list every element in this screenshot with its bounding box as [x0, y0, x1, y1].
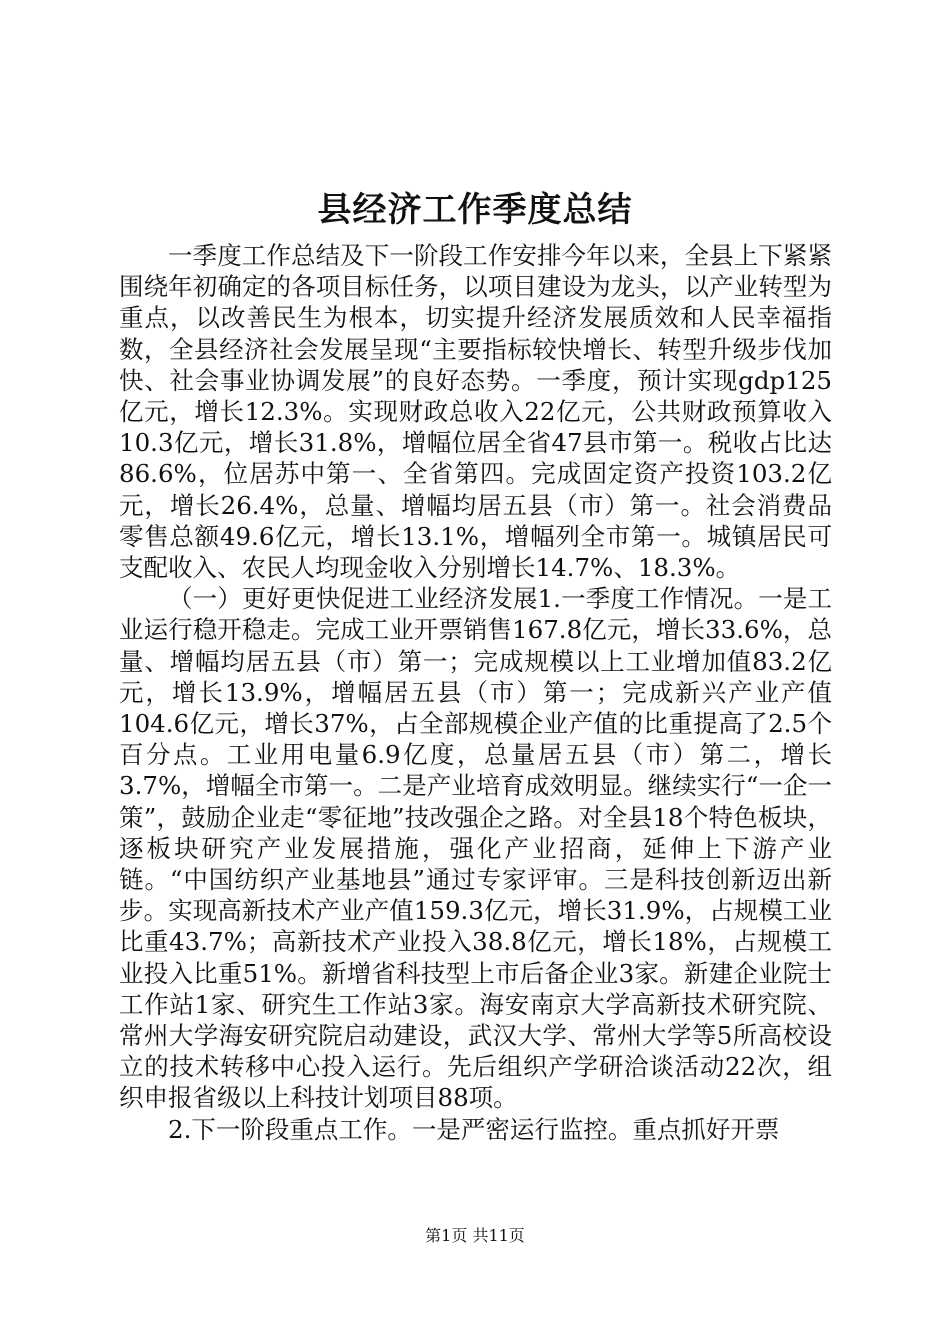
paragraph-summary: 一季度工作总结及下一阶段工作安排今年以来，全县上下紧紧围绕年初确定的各项目标任务，以项目建设为龙头，以产业转型为重点，以改善民生为根本，切实提升经济发展质效和人民幸福指数，全县经济社会发展呈现“主要指标较快增长、转型升级步伐加快、社会事业协调发展”的良好态势。一季度，预计实现gdp125亿元，增长12.3%。实现财政总收入22亿元，公共财政预算收入10.3亿元，增长31.8%，增幅位居全省47县市第一。税收占比达86.6%，位居苏中第一、全省第四。完成固定资产投资103.2亿元，增长26.4%，总量、增幅均居五县（市）第一。社会消费品零售总额49.6亿元，增长13.1%，增幅列全市第一。城镇居民可支配收入、农民人均现金收入分别增长14.7%、18.3%。 [119, 241, 832, 583]
paragraph-next-steps: 2.下一阶段重点工作。一是严密运行监控。重点抓好开票 [168, 1114, 780, 1144]
document-title: 县经济工作季度总结 [317, 190, 633, 230]
paragraph-industry: （一）更好更快促进工业经济发展1.一季度工作情况。一是工业运行稳开稳走。完成工业开票销售167.8亿元，增长33.6%，总量、增幅均居五县（市）第一；完成规模以上工业增加值83.2亿元，增长13.9%，增幅居五县（市）第一；完成新兴产业产值104.6亿元，增长37%，占全部规模企业产值的比重提高了2.5个百分点。工业用电量6.9亿度，总量居五县（市）第二，增长3.7%，增幅全市第一。二是产业培育成效明显。继续实行“一企一策”，鼓励企业走“零征地”技改强企之路。对全县18个特色板块，逐板块研究产业发展措施，强化产业招商，延伸上下游产业链。“中国纺织产业基地县”通过专家评审。三是科技创新迈出新步。实现高新技术产业产值159.3亿元，增长31.9%，占规模工业比重43.7%；高新技术产业投入38.8亿元，增长18%，占规模工业投入比重51%。新增省科技型上市后备企业3家。新建企业院士工作站1家、研究生工作站3家。海安南京大学高新技术研究院、常州大学海安研究院启动建设，武汉大学、常州大学等5所高校设立的技术转移中心投入运行。先后组织产学研洽谈活动22次，组织申报省级以上科技计划项目88项。 [119, 584, 832, 1113]
page-footer: 第1页 共11页 [425, 1226, 525, 1245]
document-body [119, 240, 832, 1145]
